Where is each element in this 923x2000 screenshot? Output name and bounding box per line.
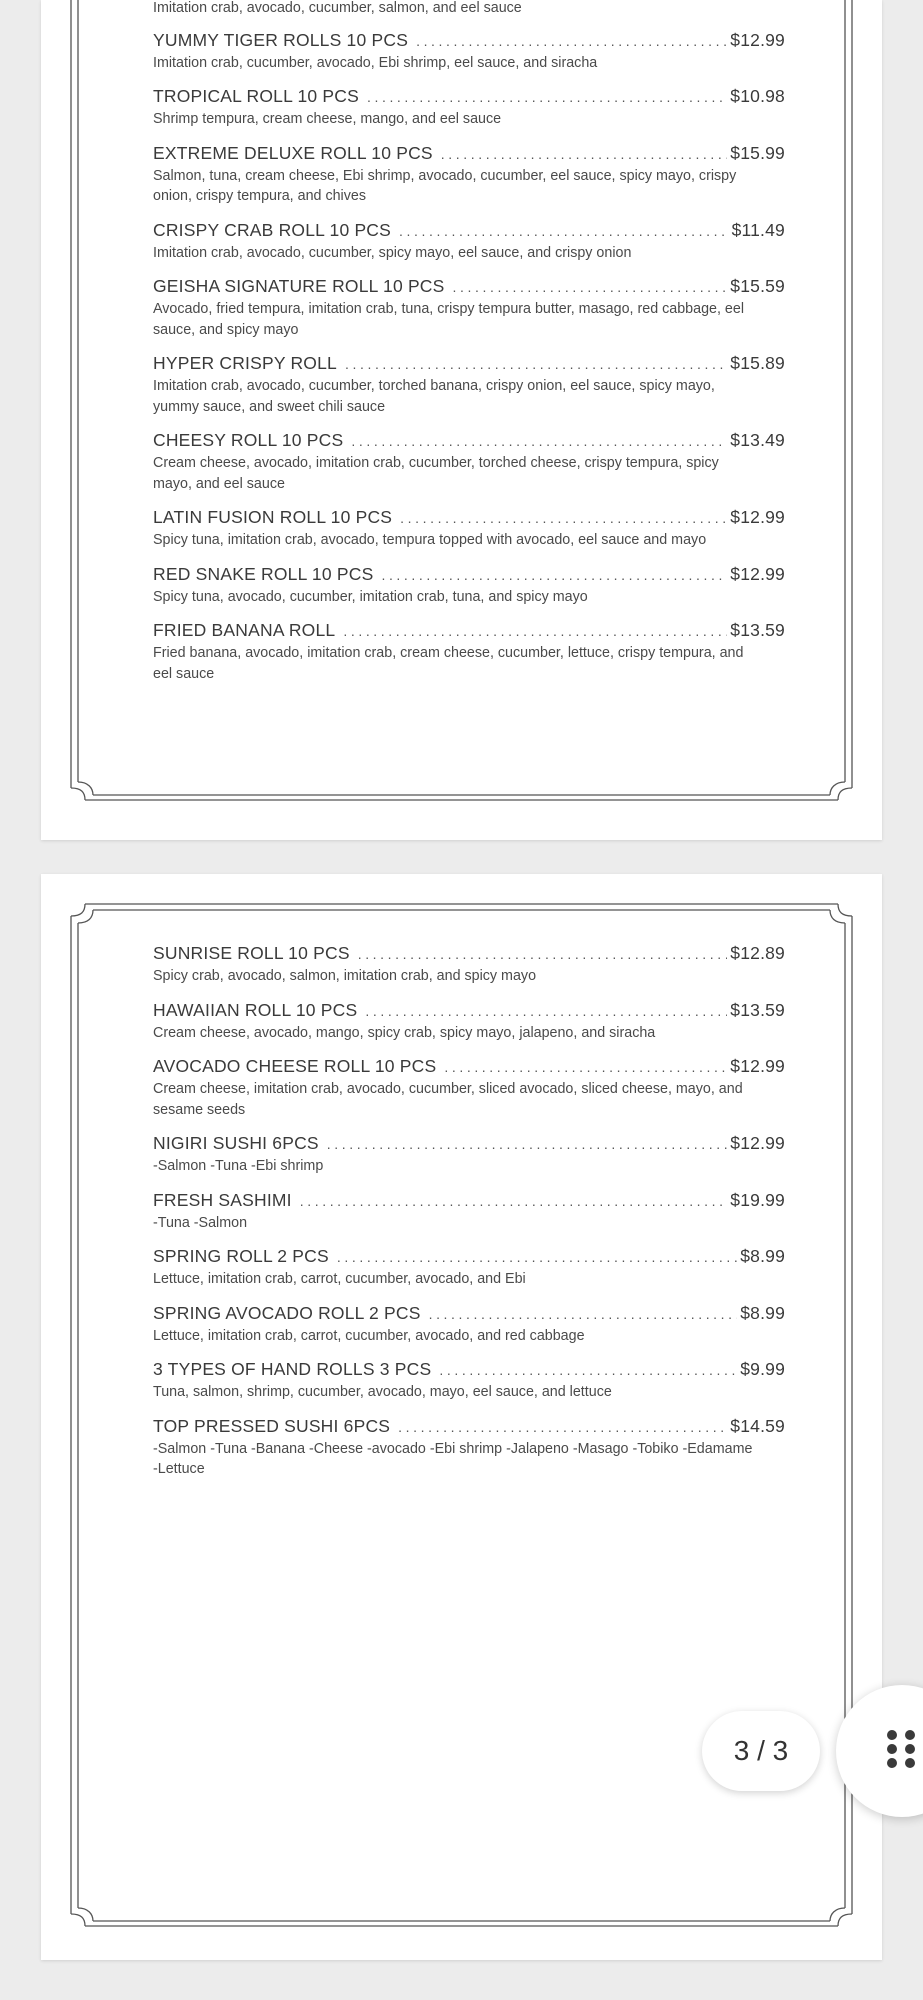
menu-item-name: AVOCADO CHEESE ROLL 10 PCS — [153, 1056, 437, 1076]
menu-item-price: $10.98 — [730, 86, 785, 106]
dot-leader — [398, 1416, 727, 1438]
dot-leader — [429, 1303, 738, 1325]
dot-leader — [441, 143, 727, 165]
menu-item-header — [153, 1302, 785, 1325]
menu-item — [153, 29, 785, 74]
menu-item-description: Tuna, salmon, shrimp, cucumber, avocado, mayo, eel sauce, and lettuce — [153, 1384, 612, 1400]
menu-item — [153, 142, 785, 207]
menu-item — [153, 619, 785, 684]
dot-leader — [351, 430, 727, 452]
grid-dots-icon — [886, 1729, 920, 1773]
dot-leader — [345, 353, 727, 375]
menu-item-header — [153, 29, 785, 52]
menu-item-name: HYPER CRISPY ROLL — [153, 353, 337, 373]
menu-item-description: -Salmon -Tuna -Banana -Cheese -avocado -Ebi shrimp -Jalapeno -Masago -Tobiko -Edamame -Lettuce — [153, 1440, 753, 1477]
menu-item — [153, 352, 785, 417]
dot-leader — [300, 1190, 728, 1212]
menu-item — [153, 506, 785, 551]
menu-item-price: $12.89 — [730, 943, 785, 963]
menu-item-description: Cream cheese, avocado, mango, spicy crab, spicy mayo, jalapeno, and siracha — [153, 1024, 656, 1041]
menu-item-price: $12.99 — [730, 563, 785, 584]
menu-item-description: Cream cheese, avocado, imitation crab, cucumber, torched cheese, crispy tempura, spicy mayo, and eel sauce — [153, 455, 719, 492]
menu-item-price: $19.99 — [730, 1189, 785, 1210]
dot-leader — [416, 30, 727, 52]
menu-item-price: $13.49 — [730, 430, 785, 450]
menu-item — [153, 1189, 785, 1234]
menu-page-3 — [41, 874, 882, 1960]
menu-item-header — [153, 563, 785, 586]
menu-item-header — [153, 619, 785, 642]
menu-item-description: Spicy tuna, avocado, cucumber, imitation crab, tuna, and spicy mayo — [153, 588, 588, 605]
menu-item-price: $12.99 — [730, 1133, 785, 1153]
item-description-continued: Imitation crab, avocado, cucumber, salmon, and eel sauce — [153, 0, 522, 16]
dot-leader — [444, 1056, 727, 1078]
menu-item-price: $15.89 — [730, 353, 785, 373]
menu-item — [153, 429, 785, 494]
menu-item-header — [153, 275, 785, 298]
menu-item-price: $9.99 — [740, 1359, 785, 1379]
page-indicator-text: 3 / 3 — [733, 1735, 789, 1766]
menu-item-description: Spicy crab, avocado, salmon, imitation crab, and spicy mayo — [153, 968, 537, 984]
menu-item-name: FRIED BANANA ROLL — [153, 620, 336, 640]
menu-item-description: Salmon, tuna, cream cheese, Ebi shrimp, avocado, cucumber, eel sauce, spicy mayo, crispy onion, crispy tempura, and chives — [153, 167, 737, 204]
menu-item-header — [153, 1415, 785, 1438]
menu-item-name: TOP PRESSED SUSHI 6PCS — [153, 1415, 391, 1436]
dot-leader — [453, 276, 728, 298]
menu-item — [153, 1132, 785, 1177]
menu-item-price: $13.59 — [730, 620, 785, 640]
menu-page-2 — [41, 0, 882, 840]
menu-item — [153, 1245, 785, 1290]
menu-item-price: $8.99 — [740, 1302, 785, 1323]
menu-item-description: Fried banana, avocado, imitation crab, cream cheese, cucumber, lettuce, crispy tempura, and eel sauce — [153, 645, 744, 682]
menu-item-name: NIGIRI SUSHI 6PCS — [153, 1133, 319, 1153]
menu-item-name: SPRING ROLL 2 PCS — [153, 1246, 329, 1266]
dot-leader — [343, 620, 727, 642]
menu-item-price: $8.99 — [740, 1246, 785, 1266]
menu-item-description: -Tuna -Salmon — [153, 1214, 248, 1231]
menu-item-header — [153, 219, 785, 242]
menu-item-header — [153, 85, 785, 108]
dot-leader — [381, 564, 727, 586]
menu-item-name: CHEESY ROLL 10 PCS — [153, 430, 344, 450]
dot-leader — [327, 1133, 727, 1155]
menu-item — [153, 85, 785, 130]
menu-item-price: $11.49 — [731, 219, 785, 240]
menu-item-description: Imitation crab, cucumber, avocado, Ebi shrimp, eel sauce, and siracha — [153, 54, 598, 71]
menu-item-description: Lettuce, imitation crab, carrot, cucumber, avocado, and red cabbage — [153, 1327, 585, 1344]
menu-item-price: $14.59 — [730, 1415, 785, 1436]
menu-item-header — [153, 1055, 785, 1078]
menu-item — [153, 999, 785, 1044]
menu-item-description: -Salmon -Tuna -Ebi shrimp — [153, 1158, 324, 1174]
menu-item — [153, 275, 785, 340]
menu-item-header — [153, 1245, 785, 1268]
menu-item-price: $12.99 — [730, 29, 785, 50]
menu-item-header — [153, 352, 785, 375]
menu-item — [153, 942, 785, 987]
menu-item-name: 3 TYPES OF HAND ROLLS 3 PCS — [153, 1359, 432, 1379]
menu-item-description: Avocado, fried tempura, imitation crab, tuna, crispy tempura butter, masago, red cabbage, eel sauce, and spicy mayo — [153, 301, 744, 338]
menu-item-price: $12.99 — [730, 507, 785, 527]
menu-item-name: EXTREME DELUXE ROLL 10 PCS — [153, 142, 433, 163]
menu-item — [153, 1302, 785, 1347]
menu-item-header — [153, 1132, 785, 1155]
menu-item-header — [153, 942, 785, 965]
menu-item-description: Spicy tuna, imitation crab, avocado, tempura topped with avocado, eel sauce and mayo — [153, 532, 707, 548]
menu-item-name: YUMMY TIGER ROLLS 10 PCS — [153, 29, 409, 50]
menu-item-description: Imitation crab, avocado, cucumber, torched banana, crispy onion, eel sauce, spicy mayo, yummy sauce, and sweet chili sauce — [153, 378, 715, 415]
menu-item-description: Lettuce, imitation crab, carrot, cucumber, avocado, and Ebi — [153, 1271, 526, 1287]
dot-leader — [367, 86, 727, 108]
menu-item — [153, 563, 785, 608]
menu-item-name: GEISHA SIGNATURE ROLL 10 PCS — [153, 276, 445, 296]
menu-item — [153, 1055, 785, 1120]
menu-item-name: LATIN FUSION ROLL 10 PCS — [153, 507, 393, 527]
dot-leader — [399, 220, 729, 242]
menu-item-header — [153, 1358, 785, 1381]
menu-item-header — [153, 429, 785, 452]
dot-leader — [358, 943, 728, 965]
menu-item-name: FRESH SASHIMI — [153, 1189, 292, 1210]
dot-leader — [337, 1246, 737, 1268]
menu-item-description: Imitation crab, avocado, cucumber, spicy mayo, eel sauce, and crispy onion — [153, 244, 632, 261]
menu-item-name: RED SNAKE ROLL 10 PCS — [153, 563, 374, 584]
menu-item-price: $15.99 — [730, 142, 785, 163]
menu-item — [153, 1358, 785, 1403]
menu-item-name: SUNRISE ROLL 10 PCS — [153, 943, 350, 963]
menu-item-name: SPRING AVOCADO ROLL 2 PCS — [153, 1302, 421, 1323]
menu-item-price: $13.59 — [730, 999, 785, 1020]
menu-item — [153, 219, 785, 264]
dot-leader — [365, 1000, 727, 1022]
dot-leader — [400, 507, 727, 529]
menu-item-description: Cream cheese, imitation crab, avocado, cucumber, sliced avocado, sliced cheese, mayo, and sesame seeds — [153, 1081, 743, 1118]
menu-item — [153, 1415, 785, 1480]
menu-item-header — [153, 999, 785, 1022]
page-indicator[interactable] — [702, 1711, 820, 1791]
menu-item-header — [153, 1189, 785, 1212]
menu-item-header — [153, 506, 785, 529]
menu-item-name: CRISPY CRAB ROLL 10 PCS — [153, 219, 392, 240]
menu-item-description: Shrimp tempura, cream cheese, mango, and eel sauce — [153, 111, 502, 127]
menu-item-name: HAWAIIAN ROLL 10 PCS — [153, 999, 358, 1020]
menu-item-header — [153, 142, 785, 165]
menu-item-name: TROPICAL ROLL 10 PCS — [153, 86, 359, 106]
dot-leader — [439, 1359, 737, 1381]
menu-item-price: $12.99 — [730, 1056, 785, 1076]
menu-item-price: $15.59 — [730, 276, 785, 296]
